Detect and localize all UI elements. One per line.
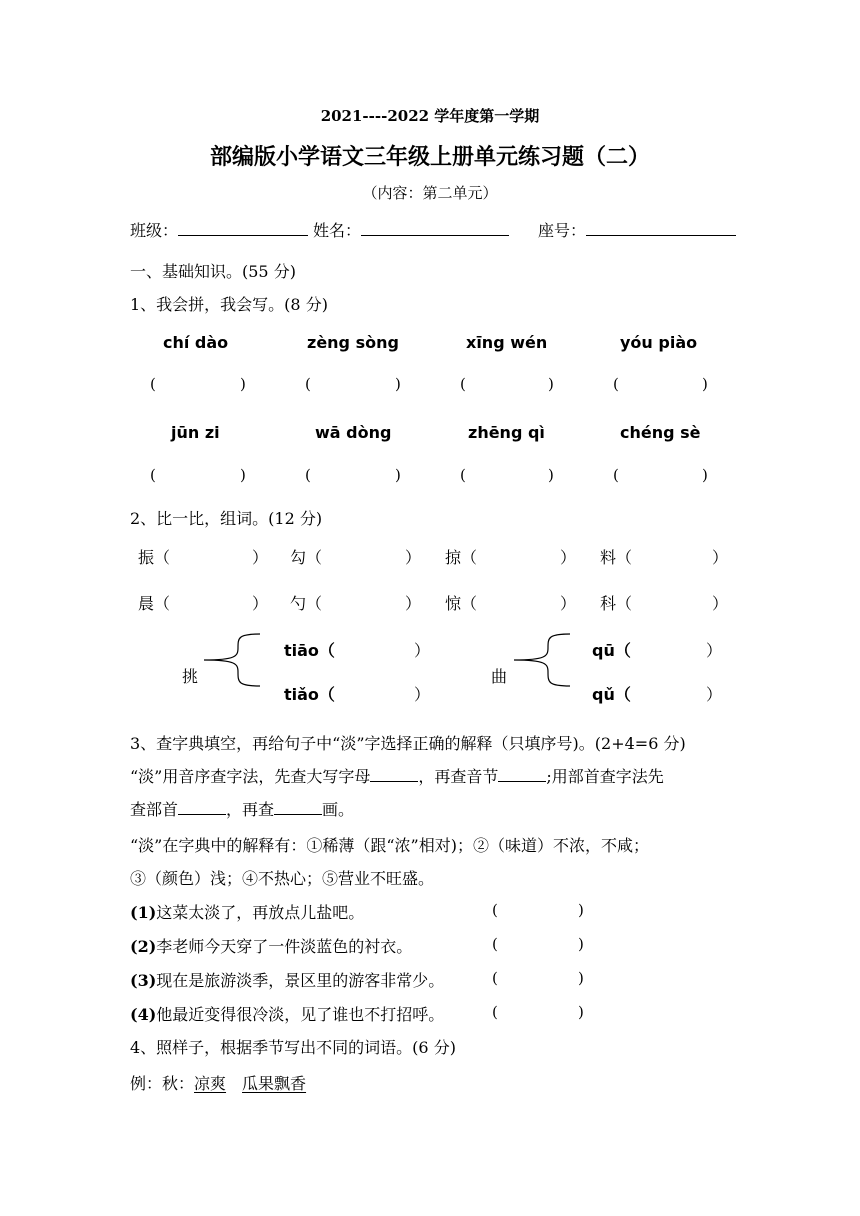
answer-paren-close: )	[578, 969, 584, 987]
q2-heading: 2、比一比，组词。(12 分)	[130, 509, 323, 528]
q3-line2	[130, 797, 354, 820]
pinyin-item: wā dòng	[315, 423, 392, 442]
fill-blank[interactable]	[178, 798, 226, 815]
q3-item	[130, 1002, 444, 1025]
answer-paren-open: (	[492, 1003, 498, 1021]
answer-paren-open: (	[613, 375, 619, 393]
answer-paren-open: (	[492, 901, 498, 919]
answer-paren-open: (	[460, 466, 466, 484]
answer-paren-open: (	[492, 935, 498, 953]
compare-close: ）	[405, 548, 422, 567]
q3-text: ，再查音节	[418, 767, 499, 786]
example-prefix: 例：秋：	[130, 1074, 195, 1093]
q3-item	[130, 968, 444, 991]
class-field	[130, 218, 308, 241]
fill-blank[interactable]	[274, 798, 322, 815]
seat-field	[538, 218, 736, 241]
polyphone-reading	[592, 682, 631, 705]
answer-paren-close: )	[578, 935, 584, 953]
pinyin-item: jūn zi	[171, 423, 220, 442]
answer-paren-open: (	[492, 969, 498, 987]
compare-close: ）	[706, 641, 723, 660]
compare-char: 晨（	[138, 594, 171, 613]
q3-item-text: 他最近变得很冷淡，见了谁也不打招呼。	[156, 1005, 445, 1024]
q3-item-num: (1)	[130, 903, 157, 922]
answer-paren-open: (	[305, 375, 311, 393]
class-label: 班级：	[130, 221, 179, 240]
polyphone-pinyin: tiǎo（	[284, 685, 335, 704]
polyphone-pinyin: qū（	[592, 641, 631, 660]
answer-paren-close: )	[240, 375, 246, 393]
q3-item	[130, 934, 412, 957]
fill-blank[interactable]	[370, 765, 418, 782]
class-blank[interactable]	[178, 219, 308, 236]
polyphone-char: 挑	[182, 667, 199, 686]
q3-item-num: (3)	[130, 971, 157, 990]
compare-close: ）	[560, 594, 577, 613]
compare-close: ）	[712, 548, 729, 567]
fill-blank[interactable]	[498, 765, 546, 782]
answer-paren-open: (	[150, 375, 156, 393]
pinyin-item: xīng wén	[466, 333, 548, 352]
answer-paren-close: )	[578, 901, 584, 919]
page-title: 部编版小学语文三年级上册单元练习题（二）	[209, 144, 650, 170]
example-word: 凉爽	[194, 1074, 227, 1093]
compare-char: 科（	[600, 594, 633, 613]
answer-paren-close: )	[548, 466, 554, 484]
name-field	[313, 218, 509, 241]
polyphone-reading	[592, 638, 631, 661]
compare-close: ）	[252, 548, 269, 567]
pinyin-item: chéng sè	[620, 423, 701, 442]
compare-close: ）	[252, 594, 269, 613]
brace-icon	[200, 632, 264, 688]
answer-paren-open: (	[460, 375, 466, 393]
seat-label: 座号：	[538, 221, 587, 240]
compare-char: 勾（	[290, 548, 323, 567]
polyphone-reading	[284, 682, 335, 705]
name-blank[interactable]	[361, 219, 509, 236]
compare-char: 勺（	[290, 594, 323, 613]
polyphone-reading	[284, 638, 335, 661]
answer-paren-open: (	[305, 466, 311, 484]
polyphone-char: 曲	[491, 667, 508, 686]
section1-heading: 一、基础知识。(55 分)	[130, 262, 296, 281]
q3-item-text: 这菜太淡了，再放点儿盐吧。	[156, 903, 365, 922]
compare-close: ）	[712, 594, 729, 613]
compare-close: ）	[405, 594, 422, 613]
q3-text: ;用部首查字法先	[546, 767, 664, 786]
compare-char: 振（	[138, 548, 171, 567]
q3-text: 画。	[322, 800, 355, 819]
answer-paren-close: )	[702, 375, 708, 393]
answer-paren-close: )	[578, 1003, 584, 1021]
pinyin-item: yóu piào	[620, 333, 698, 352]
answer-paren-close: )	[548, 375, 554, 393]
q3-item	[130, 900, 364, 923]
seat-blank[interactable]	[586, 219, 736, 236]
q3-heading: 3、查字典填空，再给句子中“淡”字选择正确的解释（只填序号)。(2+4=6 分)	[130, 734, 686, 753]
q3-item-num: (4)	[130, 1005, 157, 1024]
q4-example	[130, 1071, 306, 1094]
answer-paren-close: )	[240, 466, 246, 484]
year-line: 2021----2022 学年度第一学期	[320, 107, 540, 125]
answer-paren-close: )	[395, 375, 401, 393]
compare-char: 料（	[600, 548, 633, 567]
pinyin-item: zhēng qì	[468, 423, 545, 442]
polyphone-pinyin: qǔ（	[592, 685, 631, 704]
q3-text: ，再查	[226, 800, 275, 819]
polyphone-pinyin: tiāo（	[284, 641, 335, 660]
compare-close: ）	[414, 641, 431, 660]
compare-close: ）	[560, 548, 577, 567]
answer-paren-close: )	[702, 466, 708, 484]
answer-paren-open: (	[150, 466, 156, 484]
example-word: 瓜果飘香	[242, 1074, 307, 1093]
q1-heading: 1、我会拼，我会写。(8 分)	[130, 295, 328, 314]
brace-icon	[510, 632, 574, 688]
compare-char: 掠（	[445, 548, 478, 567]
q3-line4: ③（颜色）浅；④不热心；⑤营业不旺盛。	[130, 869, 435, 888]
name-label: 姓名：	[313, 221, 362, 240]
q3-text: 查部首	[130, 800, 179, 819]
q3-item-num: (2)	[130, 937, 157, 956]
answer-paren-open: (	[613, 466, 619, 484]
q3-item-text: 李老师今天穿了一件淡蓝色的衬衣。	[156, 937, 413, 956]
compare-char: 惊（	[445, 594, 478, 613]
compare-close: ）	[414, 685, 431, 704]
pinyin-item: chí dào	[163, 333, 229, 352]
q4-heading: 4、照样子，根据季节写出不同的词语。(6 分)	[130, 1038, 456, 1057]
q3-line1	[130, 764, 664, 787]
q3-line3: “淡”在字典中的解释有：①稀薄（跟“浓”相对)；②（味道）不浓，不咸；	[130, 836, 649, 855]
q3-item-text: 现在是旅游淡季，景区里的游客非常少。	[156, 971, 445, 990]
compare-close: ）	[706, 685, 723, 704]
pinyin-item: zèng sòng	[307, 333, 399, 352]
q3-text: “淡”用音序查字法，先查大写字母	[130, 767, 371, 786]
answer-paren-close: )	[395, 466, 401, 484]
subtitle: （内容：第二单元）	[362, 184, 498, 202]
